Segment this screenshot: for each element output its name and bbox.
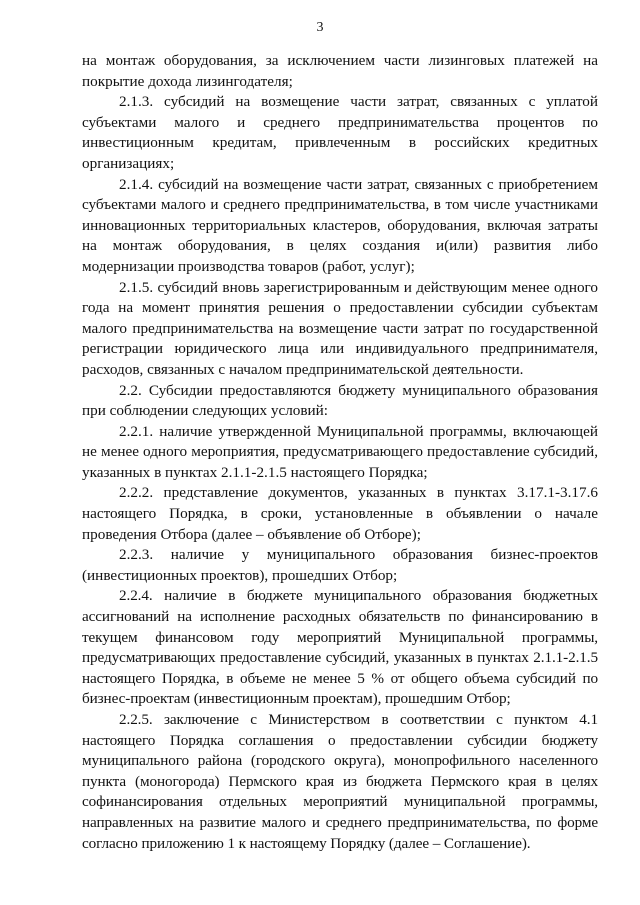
paragraph-2-2-5: 2.2.5. заключение с Министерством в соответствии с пунктом 4.1 настоящего Порядка соглашения о предоставлении субсидии бюджету муниципального района (городского округа), монопрофильного населенного пункта (моногорода) Пермского края из бюджета Пермского края в целях софинансирования отдельных мероприятий муниципальной программы, направленных на развитие малого и среднего предпринимательства, по форме согласно приложению 1 к настоящему Порядку (далее – Соглашение). <box>82 711 598 852</box>
paragraph-2-2-2: 2.2.2. представление документов, указанных в пунктах 3.17.1-3.17.6 настоящего Порядка, в сроки, установленные в объявлении о начале проведения Отбора (далее – объявление об Отборе); <box>82 484 598 543</box>
paragraph-2-1-4: 2.1.4. субсидий на возмещение части затрат, связанных с приобретением субъектами малого и среднего предпринимательства, в том числе участниками инновационных территориальных кластеров, оборудования, включая затраты на монтаж оборудования, в целях создания и(или) развития либо модернизации производства товаров (работ, услуг); <box>82 175 598 275</box>
paragraph-continuation: на монтаж оборудования, за исключением части лизинговых платежей на покрытие дохода лизингодателя; <box>82 52 598 90</box>
paragraph-2-2-3: 2.2.3. наличие у муниципального образования бизнес-проектов (инвестиционных проектов), прошедших Отбор; <box>82 546 598 584</box>
paragraph-2-1-5: 2.1.5. субсидий вновь зарегистрированным и действующим менее одного года на момент принятия решения о предоставлении субсидии субъектам малого предпринимательства на возмещение части затрат по государственной регистрации юридического лица или индивидуального предпринимателя, расходов, связанных с началом предпринимательской деятельности. <box>82 278 598 378</box>
paragraph-2-1-3: 2.1.3. субсидий на возмещение части затрат, связанных с уплатой субъектами малого и среднего предпринимательства процентов по инвестиционным кредитам, привлеченным в российских кредитных организациях; <box>82 93 598 172</box>
paragraph-2-2-1: 2.2.1. наличие утвержденной Муниципальной программы, включающей не менее одного мероприятия, предусматривающего предоставление субсидий, указанных в пунктах 2.1.1-2.1.5 настоящего Порядка; <box>82 422 598 481</box>
paragraph-2-2: 2.2. Субсидии предоставляются бюджету муниципального образования при соблюдении следующих условий: <box>82 381 598 420</box>
document-body <box>82 51 598 854</box>
page-number: 3 <box>316 20 324 35</box>
paragraph-2-2-4: 2.2.4. наличие в бюджете муниципального образования бюджетных ассигнований на исполнение расходных обязательств по финансированию в текущем финансовом году мероприятий Муниципальной программы, предусматривающих предоставление субсидий, указанных в пунктах 2.1.1-2.1.5 настоящего Порядка, в объеме не менее 5 % от общего объема субсидий по бизнес-проектам (инвестиционным проектам), прошедшим Отбор; <box>82 587 598 708</box>
